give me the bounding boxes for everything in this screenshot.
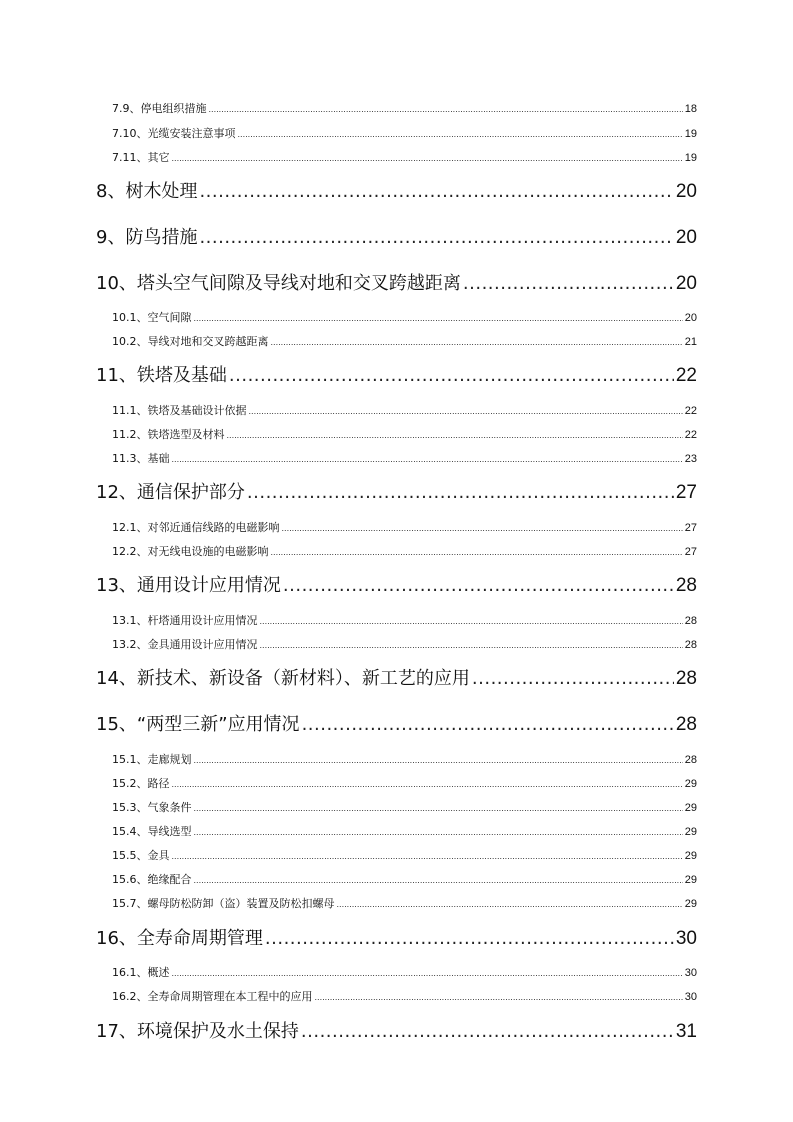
toc-page-number: 29: [684, 850, 697, 862]
toc-entry-label: 17、环境保护及水土保持: [96, 1021, 299, 1042]
toc-entry-label: 7.11、其它: [112, 151, 170, 164]
toc-dot-leader: [199, 181, 673, 202]
toc-entry-label: 13、通用设计应用情况: [96, 575, 281, 596]
toc-dot-leader: [194, 804, 683, 813]
toc-page-number: 30: [684, 967, 697, 979]
toc-dot-leader: [315, 993, 683, 1002]
toc-entry[interactable]: [112, 823, 697, 839]
toc-entry-label: 15、“两型三新”应用情况: [96, 714, 300, 735]
toc-entry-label: 11.2、铁塔选型及材料: [112, 428, 225, 441]
toc-entry[interactable]: [112, 519, 697, 535]
toc-page-number: 27: [675, 482, 697, 503]
toc-entry-label: 10.2、导线对地和交叉跨越距离: [112, 335, 269, 348]
toc-page-number: 27: [684, 546, 697, 558]
toc-page-number: 28: [684, 615, 697, 627]
toc-entry[interactable]: [112, 775, 697, 791]
toc-page-number: 21: [684, 336, 697, 348]
toc-dot-leader: [260, 617, 683, 626]
toc-entry-label: 16.1、概述: [112, 966, 170, 979]
toc-page-number: 28: [675, 714, 697, 735]
toc-entry-label: 13.1、杆塔通用设计应用情况: [112, 614, 258, 627]
toc-entry[interactable]: [112, 333, 697, 349]
toc-entry[interactable]: [112, 125, 697, 141]
toc-page-number: 30: [684, 991, 697, 1003]
toc-entry[interactable]: [112, 636, 697, 652]
toc-dot-leader: [172, 969, 683, 978]
toc-dot-leader: [227, 431, 683, 440]
toc-entry-label: 10.1、空气间隙: [112, 311, 192, 324]
toc-dot-leader: [172, 154, 683, 163]
toc-dot-leader: [194, 876, 683, 885]
toc-entry[interactable]: [96, 478, 697, 504]
toc-entry-label: 15.5、金具: [112, 849, 170, 862]
toc-dot-leader: [194, 756, 683, 765]
toc-page-number: 19: [684, 128, 697, 140]
toc-entry[interactable]: [112, 799, 697, 815]
toc-entry[interactable]: [112, 964, 697, 980]
toc-page-number: 20: [675, 181, 697, 202]
toc-entry[interactable]: [112, 847, 697, 863]
toc-entry[interactable]: [112, 426, 697, 442]
toc-entry[interactable]: [112, 149, 697, 165]
toc-entry-label: 7.10、光缆安装注意事项: [112, 127, 236, 140]
toc-entry-label: 12.1、对邻近通信线路的电磁影响: [112, 521, 280, 534]
toc-dot-leader: [172, 852, 683, 861]
toc-dot-leader: [229, 365, 674, 386]
toc-entry[interactable]: [112, 751, 697, 767]
toc-dot-leader: [247, 482, 674, 503]
toc-entry[interactable]: [96, 361, 697, 387]
toc-entry-label: 15.1、走廊规划: [112, 753, 192, 766]
toc-entry-label: 15.3、气象条件: [112, 801, 192, 814]
toc-page-number: 27: [684, 522, 697, 534]
toc-entry-label: 16、全寿命周期管理: [96, 928, 263, 949]
toc-entry[interactable]: [96, 664, 697, 690]
toc-page-number: 29: [684, 874, 697, 886]
toc-entry[interactable]: [96, 1017, 697, 1043]
toc-dot-leader: [249, 407, 683, 416]
toc-dot-leader: [209, 105, 683, 114]
toc-page-number: 29: [684, 826, 697, 838]
toc-dot-leader: [463, 273, 674, 294]
toc-entry[interactable]: [112, 450, 697, 466]
toc-page-number: 28: [675, 575, 697, 596]
toc-page-number: 29: [684, 802, 697, 814]
toc-dot-leader: [337, 900, 683, 909]
toc-page-number: 18: [684, 103, 697, 115]
toc-page-number: 30: [675, 928, 697, 949]
toc-page-number: 28: [684, 639, 697, 651]
toc-page-number: 23: [684, 453, 697, 465]
toc-entry[interactable]: [112, 309, 697, 325]
toc-dot-leader: [283, 575, 674, 596]
toc-entry-label: 11、铁塔及基础: [96, 365, 227, 386]
toc-entry[interactable]: [112, 895, 697, 911]
toc-entry[interactable]: [112, 988, 697, 1004]
toc-page-number: 29: [684, 778, 697, 790]
toc-dot-leader: [302, 714, 674, 735]
toc-entry-label: 15.6、绝缘配合: [112, 873, 192, 886]
toc-dot-leader: [260, 641, 683, 650]
toc-dot-leader: [199, 227, 673, 248]
toc-page-number: 22: [684, 429, 697, 441]
toc-dot-leader: [265, 928, 674, 949]
toc-dot-leader: [271, 548, 683, 557]
toc-entry[interactable]: [96, 223, 697, 249]
toc-dot-leader: [238, 130, 683, 139]
toc-entry-label: 10、塔头空气间隙及导线对地和交叉跨越距离: [96, 273, 461, 294]
toc-entry-label: 12、通信保护部分: [96, 482, 245, 503]
toc-entry-label: 15.4、导线选型: [112, 825, 192, 838]
toc-entry[interactable]: [96, 571, 697, 597]
toc-entry[interactable]: [112, 612, 697, 628]
toc-page-number: 22: [675, 365, 697, 386]
toc-page-number: 19: [684, 152, 697, 164]
toc-dot-leader: [282, 524, 683, 533]
toc-entry-label: 9、防鸟措施: [96, 227, 198, 248]
toc-page-number: 22: [684, 405, 697, 417]
toc-entry-label: 14、新技术、新设备（新材料）、新工艺的应用: [96, 668, 470, 689]
toc-entry-label: 8、树木处理: [96, 181, 198, 202]
toc-entry-label: 11.1、铁塔及基础设计依据: [112, 404, 247, 417]
toc-entry[interactable]: [96, 710, 697, 736]
toc-dot-leader: [172, 780, 683, 789]
toc-entry[interactable]: [112, 871, 697, 887]
toc-entry-label: 16.2、全寿命周期管理在本工程中的应用: [112, 990, 313, 1003]
toc-dot-leader: [301, 1021, 674, 1042]
toc-entry[interactable]: [96, 177, 697, 203]
toc-entry-label: 15.7、螺母防松防卸（盗）装置及防松扣螺母: [112, 897, 335, 910]
toc-entry-label: 15.2、路径: [112, 777, 170, 790]
toc-entry-label: 12.2、对无线电设施的电磁影响: [112, 545, 269, 558]
toc-entry[interactable]: [112, 100, 697, 116]
toc-entry-label: 13.2、金具通用设计应用情况: [112, 638, 258, 651]
toc-page-number: 29: [684, 898, 697, 910]
toc-page-number: 20: [675, 227, 697, 248]
toc-dot-leader: [271, 338, 683, 347]
toc-dot-leader: [194, 314, 683, 323]
toc-entry-label: 7.9、停电组织措施: [112, 102, 207, 115]
toc-page-number: 20: [684, 312, 697, 324]
toc-dot-leader: [172, 455, 683, 464]
toc-entry[interactable]: [96, 269, 697, 295]
toc-page-number: 20: [675, 273, 697, 294]
toc-page-number: 28: [684, 754, 697, 766]
toc-page-number: 31: [675, 1021, 697, 1042]
toc-dot-leader: [194, 828, 683, 837]
toc-entry-label: 11.3、基础: [112, 452, 170, 465]
toc-entry[interactable]: [112, 402, 697, 418]
toc-entry[interactable]: [112, 543, 697, 559]
toc-entry[interactable]: [96, 924, 697, 950]
toc-page-number: 28: [675, 668, 697, 689]
toc-dot-leader: [472, 668, 674, 689]
